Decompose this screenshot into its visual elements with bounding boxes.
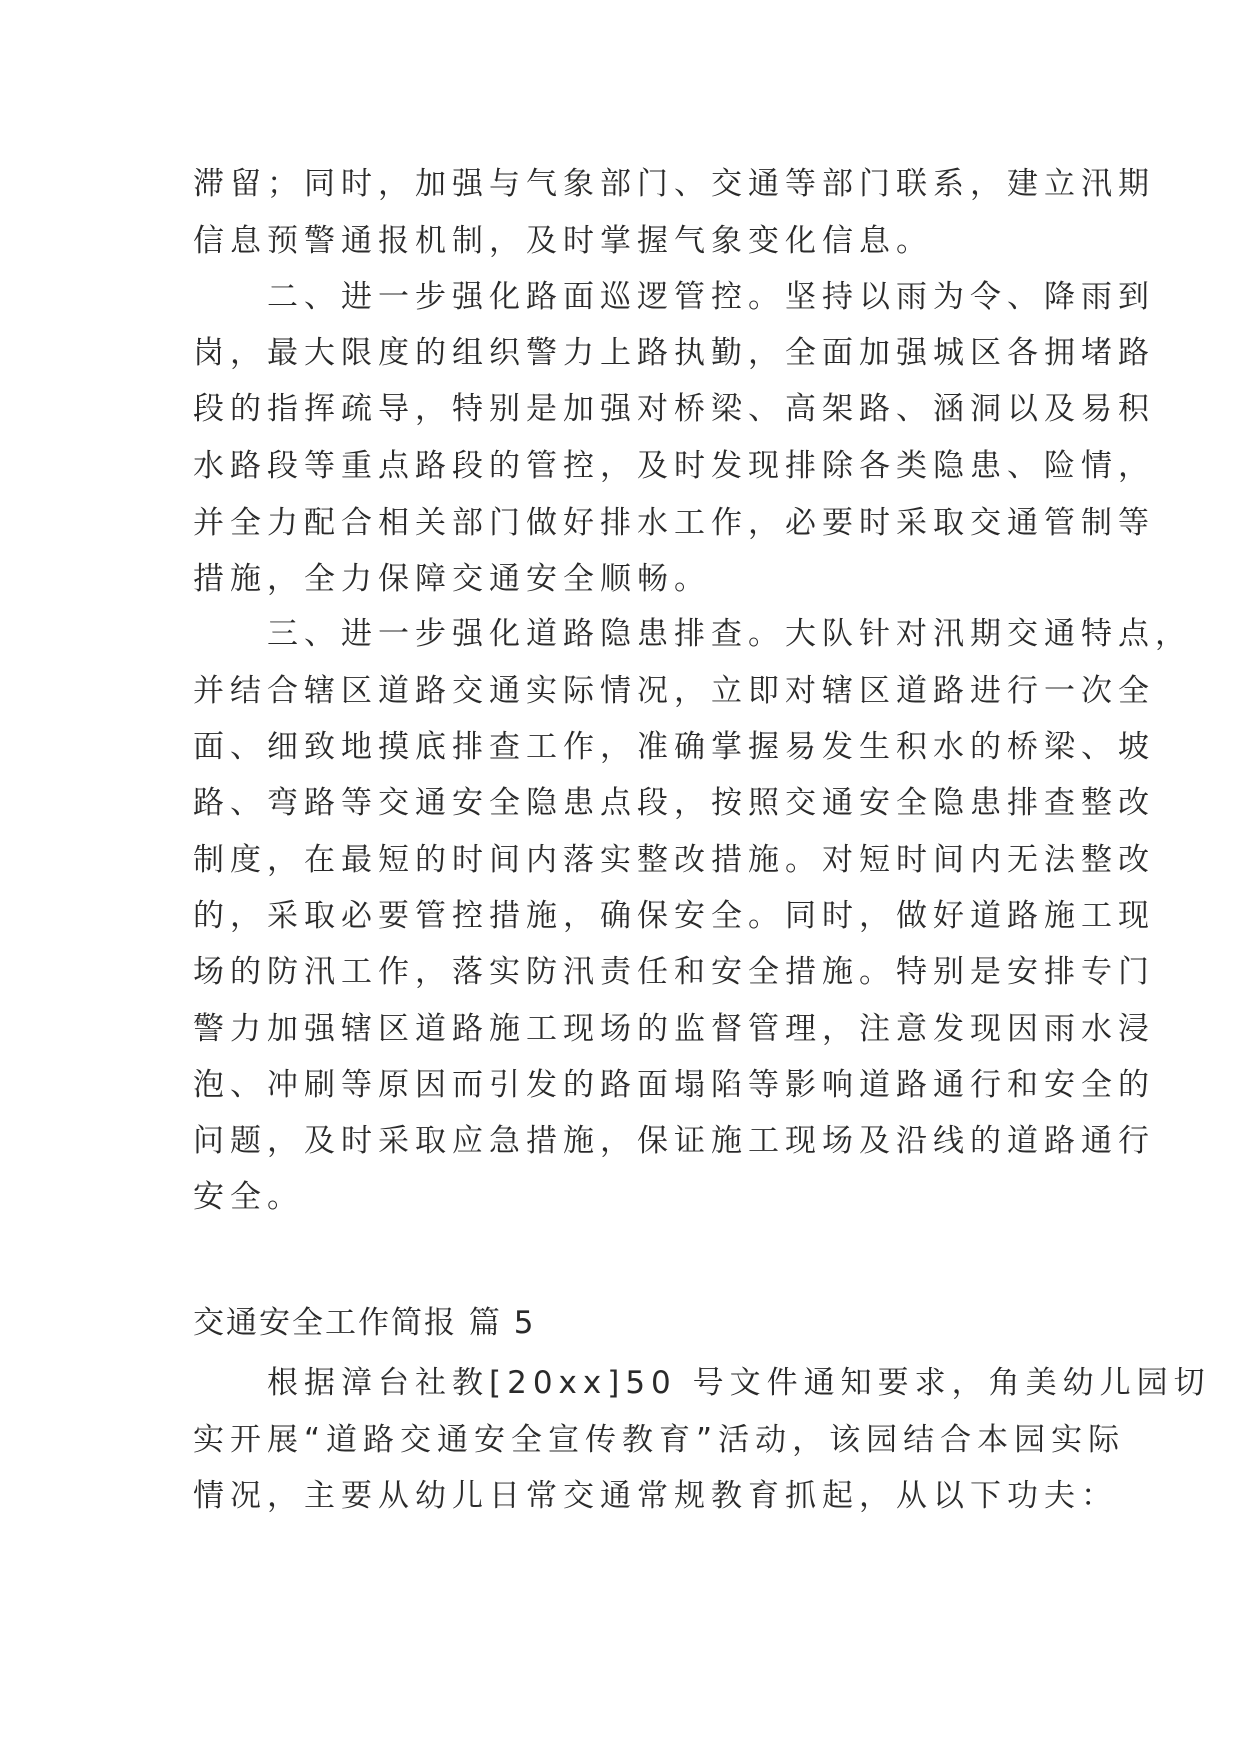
paragraph-line: 岗，最大限度的组织警力上路执勤，全面加强城区各拥堵路 xyxy=(193,335,1155,371)
paragraph-line: 滞留；同时，加强与气象部门、交通等部门联系，建立汛期 xyxy=(193,166,1155,202)
paragraph-line: 的，采取必要管控措施，确保安全。同时，做好道路施工现 xyxy=(193,898,1155,934)
paragraph-line: 情况，主要从幼儿日常交通常规教育抓起，从以下功夫： xyxy=(193,1478,1118,1514)
paragraph-line: 并全力配合相关部门做好排水工作，必要时采取交通管制等 xyxy=(193,505,1155,541)
paragraph-line: 警力加强辖区道路施工现场的监督管理，注意发现因雨水浸 xyxy=(193,1011,1155,1047)
paragraph-line: 泡、冲刷等原因而引发的路面塌陷等影响道路通行和安全的 xyxy=(193,1067,1155,1103)
paragraph-line: 二、进一步强化路面巡逻管控。坚持以雨为令、降雨到 xyxy=(193,279,1155,315)
paragraph-line: 实开展“道路交通安全宣传教育”活动，该园结合本园实际 xyxy=(193,1422,1126,1458)
paragraph-line: 段的指挥疏导，特别是加强对桥梁、高架路、涵洞以及易积 xyxy=(193,391,1155,427)
paragraph-line: 根据漳台社教[20xx]50 号文件通知要求，角美幼儿园切 xyxy=(193,1365,1211,1401)
paragraph-line: 并结合辖区道路交通实际情况，立即对辖区道路进行一次全 xyxy=(193,673,1155,709)
paragraph-line: 安全。 xyxy=(193,1179,304,1215)
section-heading: 交通安全工作简报 篇 5 xyxy=(193,1305,536,1341)
paragraph-line: 面、细致地摸底排查工作，准确掌握易发生积水的桥梁、坡 xyxy=(193,729,1155,765)
paragraph-line: 措施，全力保障交通安全顺畅。 xyxy=(193,561,711,597)
paragraph-line: 问题，及时采取应急措施，保证施工现场及沿线的道路通行 xyxy=(193,1123,1155,1159)
paragraph-line: 制度，在最短的时间内落实整改措施。对短时间内无法整改 xyxy=(193,842,1155,878)
paragraph-line: 三、进一步强化道路隐患排查。大队针对汛期交通特点， xyxy=(193,616,1192,652)
paragraph-line: 路、弯路等交通安全隐患点段，按照交通安全隐患排查整改 xyxy=(193,785,1155,821)
paragraph-line: 水路段等重点路段的管控，及时发现排除各类隐患、险情， xyxy=(193,448,1155,484)
paragraph-line: 场的防汛工作，落实防汛责任和安全措施。特别是安排专门 xyxy=(193,954,1155,990)
paragraph-line: 信息预警通报机制，及时掌握气象变化信息。 xyxy=(193,223,933,259)
